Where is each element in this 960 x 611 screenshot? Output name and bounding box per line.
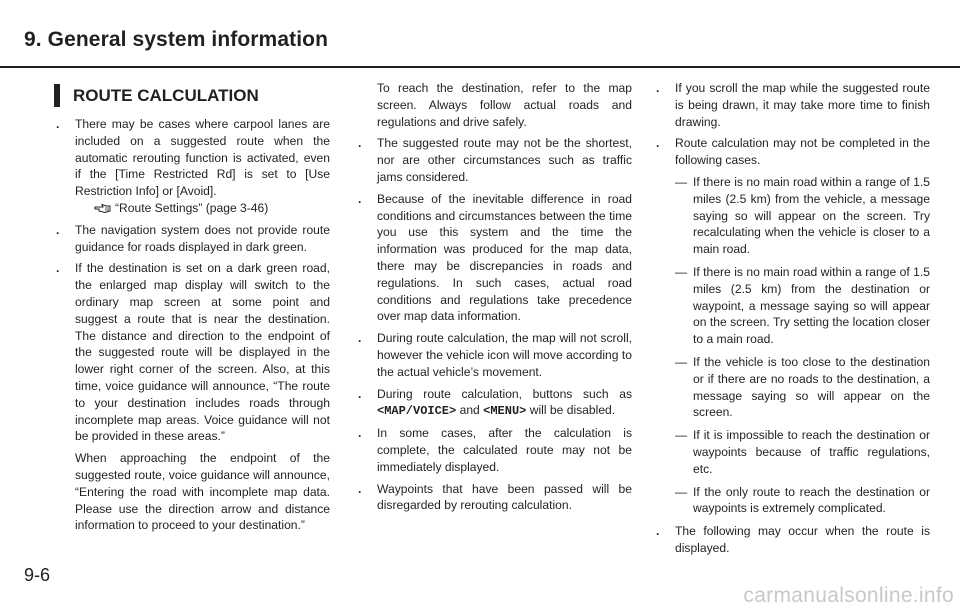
bullet: . xyxy=(358,191,362,206)
list-item xyxy=(356,386,632,421)
sub-list-item xyxy=(654,174,930,258)
paragraph: When approaching the endpoint of the suggested route, voice guidance will announce, “Entering the road with incomplete map data. Please use the direction arrow and distance information to proceed to your destination.” xyxy=(75,451,330,533)
sub-item-text: If the vehicle is too close to the destination or if there are no roads to the destination, a message saying so will appear on the screen. xyxy=(693,354,930,420)
item-text: In some cases, after the calculation is complete, the calculated route may not be immediately displayed. xyxy=(377,426,632,474)
list-item xyxy=(54,260,330,445)
bullet: . xyxy=(656,81,660,95)
cross-reference-link[interactable] xyxy=(75,200,330,217)
sub-list-item xyxy=(654,484,930,518)
list-item xyxy=(356,330,632,380)
column-2 xyxy=(356,80,632,519)
sub-list-item xyxy=(654,354,930,421)
item-text: Route calculation may not be completed in the following cases. xyxy=(675,136,930,168)
menu-key-label: <MENU> xyxy=(483,404,527,419)
item-text-prefix: During route calculation, buttons such as xyxy=(377,386,632,401)
item-text: If you scroll the map while the suggested route is being drawn, it may take more time to finish drawing. xyxy=(675,81,930,129)
bullet: . xyxy=(358,136,362,151)
sub-list-item xyxy=(654,427,930,477)
sub-item-text: If there is no main road within a range of 1.5 miles (2.5 km) from the destination or waypoint, a message saying so will appear on the screen. Try setting the location closer to a main road. xyxy=(693,264,930,347)
bullet: . xyxy=(358,426,362,441)
item-text: Waypoints that have been passed will be disregarded by rerouting calculation. xyxy=(377,481,632,513)
list-item xyxy=(654,80,930,130)
column-1 xyxy=(54,116,330,539)
list-item xyxy=(654,523,930,557)
bullet: . xyxy=(656,524,660,539)
item-text-suffix: will be disabled. xyxy=(529,403,616,418)
sub-item-text: If the only route to reach the destination or waypoints is extremely complicated. xyxy=(693,484,930,516)
sub-list-item xyxy=(654,264,930,348)
list-item xyxy=(356,191,632,325)
column-3 xyxy=(654,80,930,562)
sub-item-text: If it is impossible to reach the destination or waypoints because of traffic regulations, etc. xyxy=(693,428,930,476)
bullet: . xyxy=(358,481,362,496)
dash-marker: — xyxy=(675,264,688,279)
bullet: . xyxy=(56,117,60,131)
dash-marker: — xyxy=(675,174,688,189)
dash-marker: — xyxy=(675,428,688,443)
paragraph: To reach the destination, refer to the map screen. Always follow actual roads and regulations and drive safely. xyxy=(377,81,632,129)
item-text: Because of the inevitable difference in road conditions and circumstances between the time you use this system and the time the information was produced for the map data, there may be discrepancies in roads and regulations. In such cases, actual road conditions and regulations take precedence over map data information. xyxy=(377,191,632,324)
section-heading xyxy=(54,84,259,107)
item-text: During route calculation, the map will not scroll, however the vehicle icon will move according to the actual vehicle’s movement. xyxy=(377,331,632,379)
list-item xyxy=(356,481,632,515)
item-text: The following may occur when the route is displayed. xyxy=(675,524,930,555)
list-item xyxy=(356,135,632,185)
item-text: The suggested route may not be the shortest, nor are other circumstances such as traffic jams considered. xyxy=(377,136,632,184)
item-text: If the destination is set on a dark green road, the enlarged map display will switch to the ordinary map screen at some point and suggest a route that is near the destination. The distance and direction to the endpoint of the suggested route will be displayed in the lower right corner of the screen. Also, at this time, voice guidance will announce, “The route to your destination includes roads through incomplete map areas. Voice guidance will not be provided in these areas.” xyxy=(75,261,330,444)
list-item xyxy=(654,135,930,169)
sub-item-text: If there is no main road within a range of 1.5 miles (2.5 km) from the vehicle, a message saying so will appear on the screen. Try recalculating when the vehicle is closer to a main road. xyxy=(693,174,930,257)
item-text: The navigation system does not provide route guidance for roads displayed in dark green. xyxy=(75,222,330,254)
list-item xyxy=(54,222,330,256)
dash-marker: — xyxy=(675,484,688,499)
watermark: carmanualsonline.info xyxy=(743,584,954,607)
section-title: ROUTE CALCULATION xyxy=(73,85,259,105)
page-number: 9-6 xyxy=(24,565,51,585)
bullet: . xyxy=(358,331,362,346)
bullet: . xyxy=(656,136,660,151)
bullet: . xyxy=(56,222,60,237)
cross-reference-text: “Route Settings” (page 3-46) xyxy=(115,200,269,215)
bullet: . xyxy=(56,261,60,276)
bullet: . xyxy=(358,386,362,401)
dash-marker: — xyxy=(675,354,688,369)
item-text: There may be cases where carpool lanes are included on a suggested route when the automatic rerouting function is activated, even if the [Time Restricted Rd] is set to [Use Restriction Info] or [Avoid]. xyxy=(75,117,330,199)
pointing-hand-icon xyxy=(94,201,112,214)
header-rule xyxy=(0,66,960,68)
section-marker-bar xyxy=(54,84,60,107)
map-voice-key-label: <MAP/VOICE> xyxy=(377,404,457,419)
chapter-title: 9. General system information xyxy=(24,28,328,51)
list-item xyxy=(54,116,330,217)
item-text-and: and xyxy=(459,403,480,418)
list-item xyxy=(356,425,632,475)
